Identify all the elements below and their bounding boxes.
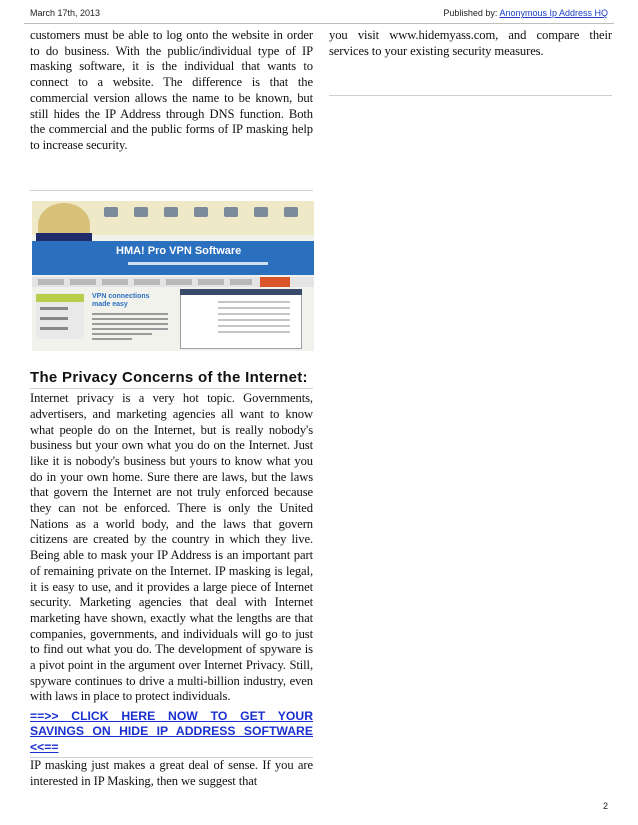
cta-link[interactable]: ==>> CLICK HERE NOW TO GET YOUR SAVINGS ON HIDE IP ADDRESS SOFTWARE <<==	[30, 709, 313, 754]
right-column	[329, 28, 612, 96]
header-date: March 17th, 2013	[30, 8, 101, 18]
vpn-text-line	[92, 318, 168, 320]
platform-item	[40, 327, 68, 330]
order-now-button	[260, 277, 290, 287]
app-window-line	[218, 307, 290, 309]
nav-icon	[194, 207, 208, 217]
intro-paragraph: customers must be able to log onto the website in order to do business. With the public/individual type of IP masking software, it is the individual that wants to connect to a website. The difference is that the commercial version allows the name to be known, but still hides the IP Address through DNS function. Both the commercial and the public forms of IP masking help to increase security.	[30, 28, 313, 152]
left-column	[30, 28, 313, 789]
right-paragraph: you visit www.hidemyass.com, and compare their services to your existing security measures.	[329, 28, 612, 58]
image-tab	[198, 279, 224, 285]
section-heading: The Privacy Concerns of the Internet:	[30, 368, 308, 386]
banner-title: HMA! Pro VPN Software	[116, 244, 242, 257]
hma-screenshot-image	[32, 201, 314, 351]
vpn-text-line	[92, 338, 132, 340]
app-window-titlebar	[180, 289, 302, 295]
vpn-text-line	[92, 323, 168, 325]
app-window-line	[218, 313, 290, 315]
app-window-line	[218, 331, 290, 333]
app-window-line	[218, 301, 290, 303]
image-tab	[134, 279, 160, 285]
nav-icon	[284, 207, 298, 217]
nav-icon	[254, 207, 268, 217]
image-tab	[230, 279, 252, 285]
heading-divider	[30, 388, 313, 389]
right-divider	[329, 95, 612, 96]
page-number: 2	[602, 801, 608, 811]
platform-item	[40, 317, 68, 320]
vpn-text-line	[92, 333, 152, 335]
vpn-heading: VPN connections made easy	[92, 292, 150, 308]
closing-paragraph: IP masking just makes a great deal of sense. If you are interested in IP Masking, then we suggest that	[30, 757, 313, 788]
app-window-line	[218, 325, 290, 327]
vpn-text-line	[92, 313, 168, 315]
section-divider	[30, 190, 313, 191]
nav-icon	[104, 207, 118, 217]
header-publisher-line	[443, 8, 608, 18]
publisher-link[interactable]: Anonymous Ip Address HQ	[499, 8, 608, 18]
platform-item	[40, 307, 68, 310]
header-divider	[24, 23, 614, 24]
platform-active-item	[36, 294, 84, 302]
image-tab	[102, 279, 128, 285]
nav-icon	[164, 207, 178, 217]
privacy-paragraph: Internet privacy is a very hot topic. Governments, advertisers, and marketing agencies all want to know what people do on the Internet, but is really nobody's business but your own what you do on the Internet. Just like it is nobody's business but yours to know what you do in your own home. Sure there are laws, but the laws that govern the Internet are not truly enforced because they can not be enforced. There is only the United Nations as a world body, and the laws that govern citizens are created by the country in which they live. Being able to mask your IP Address is an important part of remaining private on the Internet. IP masking is legal, it is easy to use, and it provides a large piece of Internet security. Marketing agencies that deal with Internet marketing have shown, exactly what the lengths are that companies, governments, and individuals will go to just to find out what you do. The development of spyware is a pivot point in the argument over Internet Privacy. Still, spyware continues to drive a multi-billion industry, even with laws in place to protect individuals.	[30, 391, 313, 704]
app-window-line	[218, 319, 290, 321]
vpn-text-line	[92, 328, 168, 330]
published-by-label: Published by:	[443, 8, 500, 18]
image-tab	[38, 279, 64, 285]
image-tab	[166, 279, 192, 285]
image-tab	[70, 279, 96, 285]
nav-icon	[134, 207, 148, 217]
nav-icon	[224, 207, 238, 217]
banner-subline	[128, 262, 268, 265]
